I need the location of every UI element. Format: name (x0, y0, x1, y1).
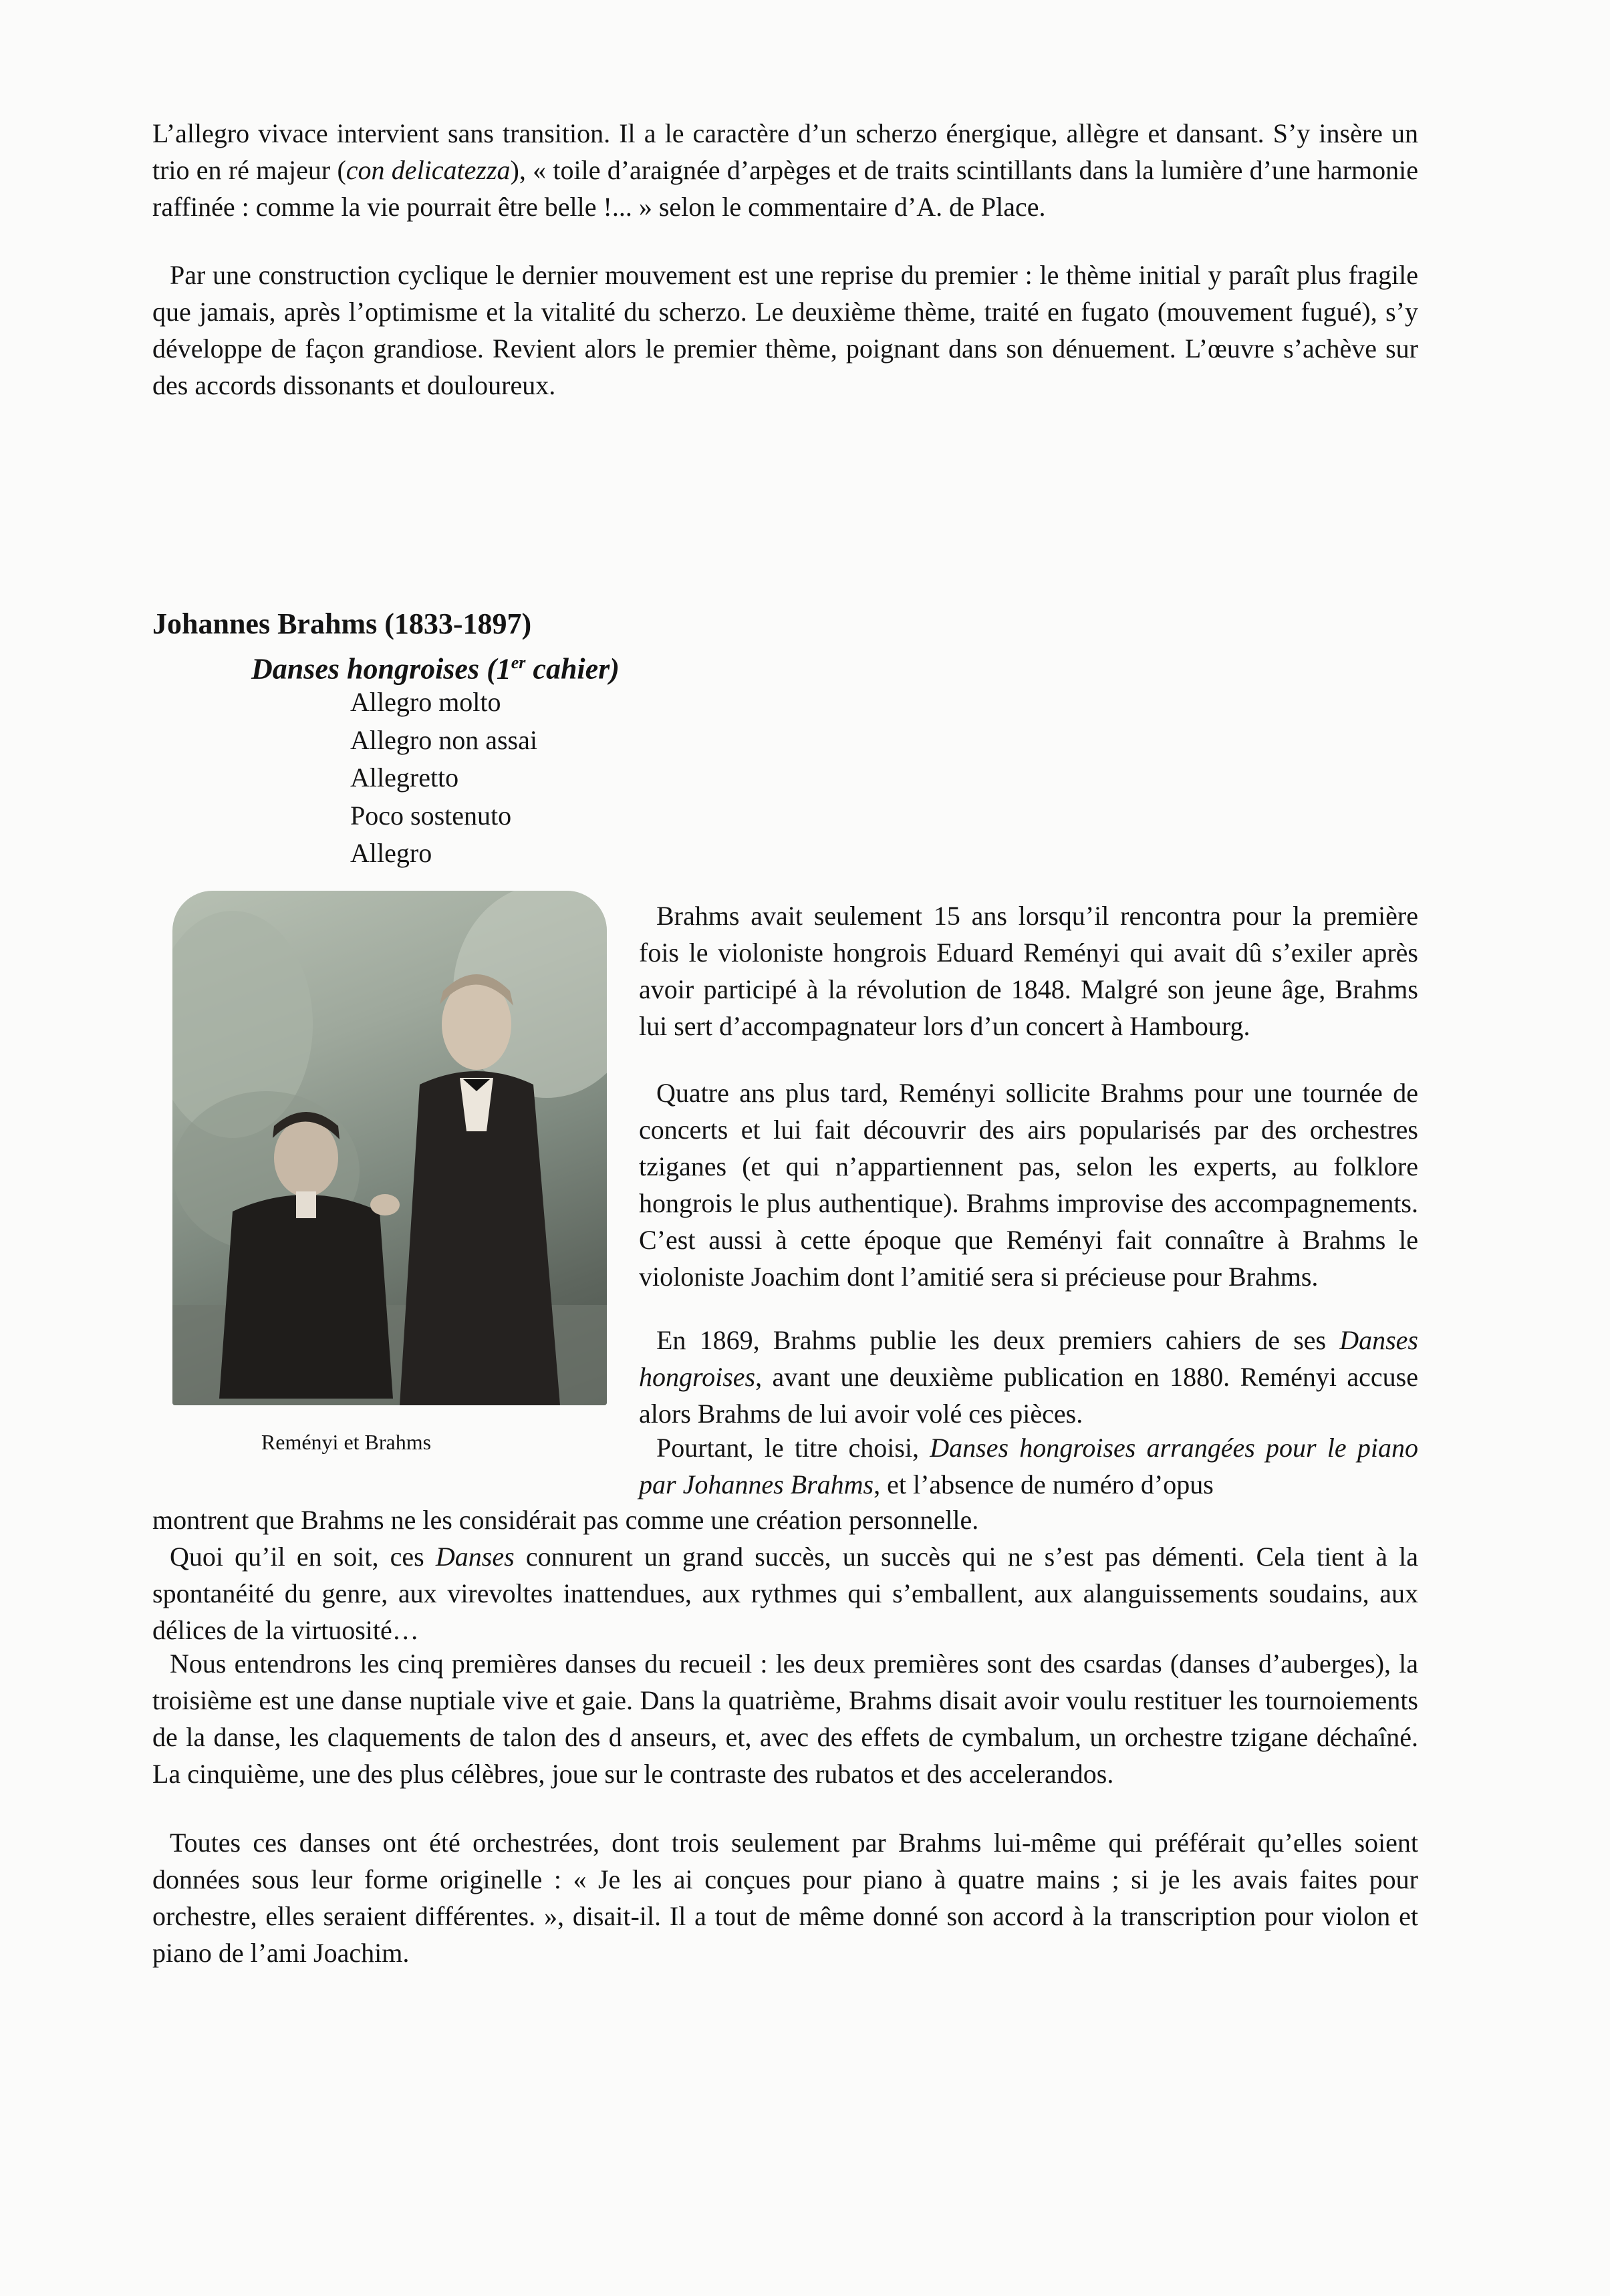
movement-item: Poco sostenuto (350, 800, 512, 831)
body-paragraph-5: Quoi qu’il en soit, ces Danses connurent un grand succès, un succès qui ne s’est pas démenti. Cela tient à la spontanéité du genre, aux virevoltes inattendues, aux rythmes qui s’emballent, aux alanguissements soudains, aux délices de la virtuosité… (152, 1542, 1418, 1645)
photo-caption: Reményi et Brahms (261, 1430, 432, 1454)
movement-item: Allegro molto (350, 687, 501, 717)
movement-item: Allegretto (350, 762, 459, 793)
body-paragraph-1: Brahms avait seulement 15 ans lorsqu’il rencontra pour la première fois le violoniste hongrois Eduard Reményi qui avait dû s’exiler après avoir participé à la révolution de 1848. Malgré son jeune âge, Brahms lui sert d’accompagnateur lors d’un concert à Hambourg. (639, 901, 1418, 1041)
movement-item: Allegro non assai (350, 724, 537, 755)
work-title: Danses hongroises (1er cahier) (251, 652, 620, 686)
composer-heading: Johannes Brahms (1833-1897) (152, 607, 532, 640)
movement-item: Allegro (350, 838, 432, 868)
body-paragraph-4-end: montrent que Brahms ne les considérait pas comme une création personnelle. (152, 1505, 979, 1535)
intro-paragraph-1: L’allegro vivace intervient sans transition. Il a le caractère d’un scherzo énergique, allègre et dansant. S’y insère un trio en ré majeur (con delicatezza), « toile d’araignée d’arpèges et de traits scintillants dans la lumière d’une harmonie raffinée : comme la vie pourrait être belle !... » selon le commentaire d’A. de Place. (152, 118, 1418, 222)
intro-paragraph-2: Par une construction cyclique le dernier mouvement est une reprise du premier : le thème initial y paraît plus fragile que jamais, après l’optimisme et la vitalité du scherzo. Le deuxième thème, traité en fugato (mouvement fugué), s’y développe de façon grandiose. Revient alors le premier thème, poignant dans son dénuement. L’œuvre s’achève sur des accords dissonants et douloureux. (152, 260, 1418, 400)
movement-list (350, 684, 537, 873)
body-paragraph-6: Nous entendrons les cinq premières danses du recueil : les deux premières sont des csardas (danses d’auberges), la troisième est une danse nuptiale vive et gaie. Dans la quatrième, Brahms disait avoir voulu restituer les tournoiements de la danse, les claquements de talon des d anseurs, et, avec des effets de cymbalum, un orchestre tzigane déchaîné. La cinquième, une des plus célèbres, joue sur le contraste des rubatos et des accelerandos. (152, 1648, 1418, 1789)
body-paragraph-4: Pourtant, le titre choisi, Danses hongroises arrangées pour le piano par Johannes Brahms, et l’absence de numéro d’opus (639, 1433, 1419, 1499)
remenyi-brahms-photo (172, 891, 607, 1405)
body-paragraph-2: Quatre ans plus tard, Reményi sollicite Brahms pour une tournée de concerts et lui fait découvrir des airs popularisés par des orchestres tziganes (et qui n’appartiennent pas, selon les experts, au folklore hongrois le plus authentique). Brahms improvise des accompagnements. C’est aussi à cette époque que Reményi fait connaître à Brahms le violoniste Joachim dont l’amitié sera si précieuse pour Brahms. (639, 1078, 1418, 1292)
body-paragraph-7: Toutes ces danses ont été orchestrées, dont trois seulement par Brahms lui-même qui préférait qu’elles soient données sous leur forme originelle : « Je les ai conçues pour piano à quatre mains ; si je les avais faites pour orchestre, elles seraient différentes. », disait-il. Il a tout de même donné son accord à la transcription pour violon et piano de l’ami Joachim. (152, 1828, 1418, 1968)
body-paragraph-3: En 1869, Brahms publie les deux premiers cahiers de ses Danses hongroises, avant une deuxième publication en 1880. Reményi accuse alors Brahms de lui avoir volé ces pièces. (639, 1325, 1418, 1429)
